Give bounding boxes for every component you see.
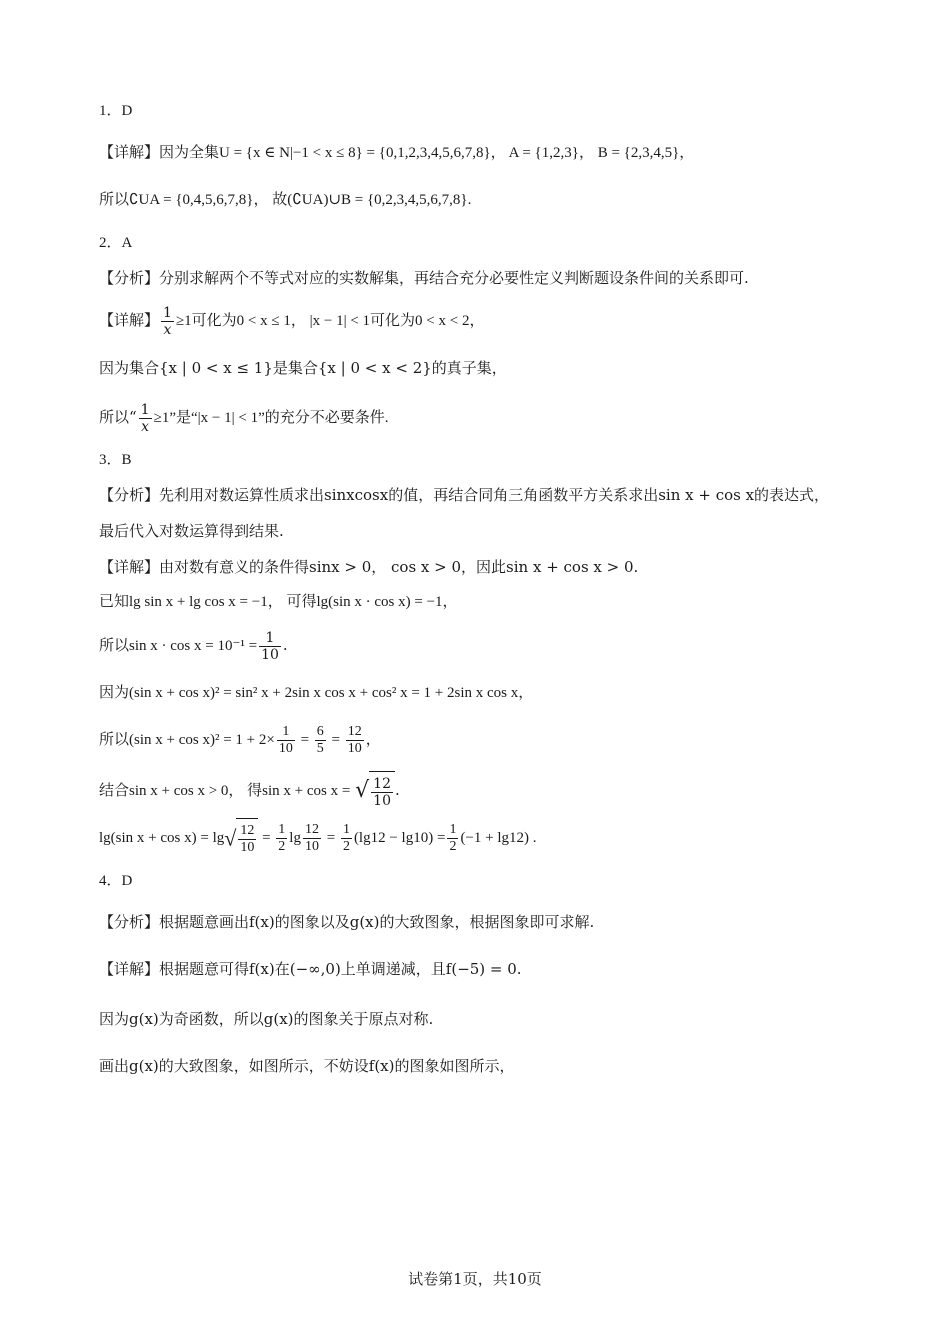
q2-conclusion-prefix: 所以“ bbox=[99, 408, 137, 426]
q2-conclusion-frac-den: x bbox=[141, 418, 150, 435]
q2-conclusion-fraction bbox=[139, 402, 152, 435]
q3-d7-sqrt-frac bbox=[238, 823, 256, 856]
q2-subset: 因为集合{x | 0 < x ≤ 1}是集合{x | 0 < x < 2}的真子集， bbox=[99, 359, 507, 377]
q2-fraction-den: x bbox=[163, 321, 172, 338]
q2-detail-prefix: 【详解】 bbox=[99, 311, 160, 329]
q3-d7-end: (−1 + lg12) . bbox=[460, 830, 537, 846]
q3-detail-3-prefix: 所以sin x · cos x = 10⁻¹ = bbox=[99, 638, 258, 654]
q4-detail-1: 【详解】根据题意可得f(x)在(−∞,0)上单调递减，且f(−5) = 0. bbox=[99, 960, 522, 978]
q3-detail-3-fraction bbox=[259, 630, 281, 663]
q1-conclusion: 所以∁UA = {0,4,5,6,7,8}， 故(∁UA)∪B = {0,2,3,4,5,6,7,8}. bbox=[99, 192, 472, 208]
q3-detail-4: 因为(sin x + cos x)² = sin² x + 2sin x cos x + cos² x = 1 + 2sin x cos x， bbox=[99, 685, 534, 701]
q2-fraction-num: 1 bbox=[163, 304, 172, 321]
q3-detail-3: 所以sin x · cos x = 10⁻¹ = $\frac{1}{10}$ . bbox=[99, 629, 288, 663]
q3-detail-6-prefix: 结合sin x + cos x > 0， 得sin x + cos x = bbox=[99, 783, 351, 799]
q3-d5-f3-num: 12 bbox=[347, 724, 362, 740]
q2-conclusion-rest: ≥1”是“|x − 1| < 1”的充分不必要条件. bbox=[153, 410, 389, 426]
q3-d5-frac-3 bbox=[346, 724, 364, 757]
q3-d6-num: 12 bbox=[373, 776, 391, 793]
q3-d3-den: 10 bbox=[261, 646, 279, 663]
q3-d6-sqrt: √ $\frac{12}{10}$ bbox=[355, 770, 395, 812]
q3-d7-frac-den: 10 bbox=[304, 839, 319, 855]
q3-d6-sqrt-frac bbox=[371, 776, 393, 809]
q4-detail-3: 画出g(x)的大致图象，如图所示，不妨设f(x)的图象如图所示， bbox=[99, 1057, 515, 1075]
q3-d7-tail: (lg12 − lg10) = bbox=[353, 830, 446, 846]
q3-d5-f3-den: 10 bbox=[347, 741, 362, 757]
q3-d7-frac-num: 12 bbox=[304, 822, 319, 838]
q4-answer: 4．D bbox=[99, 873, 133, 889]
q3-analysis-2: 最后代入对数运算得到结果. bbox=[99, 522, 284, 540]
q3-detail-1: 【详解】由对数有意义的条件得sinx > 0， cos x > 0，因此sin x + cos x > 0. bbox=[99, 558, 639, 576]
q1-detail bbox=[99, 141, 869, 164]
q2-conclusion-frac-num: 1 bbox=[140, 401, 150, 418]
q3-d5-frac-2 bbox=[315, 724, 326, 757]
q3-d7-half-3: $\frac{1}{2}$ bbox=[449, 822, 457, 855]
q3-d7-sqrt-num: 12 bbox=[240, 823, 255, 839]
q1-detail-expr: U = {x ∈ N|−1 < x ≤ 8} = {0,1,2,3,4,5,6,7,8}， A = {1,2,3}， B = {2,3,4,5}， bbox=[219, 145, 695, 161]
q3-d7-sqrt: √ $\frac{12}{10}$ bbox=[224, 818, 258, 859]
q3-analysis-1: 【分析】先利用对数运算性质求出sinxcosx的值，再结合同角三角函数平方关系求出sin x + cos x的表达式， bbox=[99, 486, 830, 504]
q3-d3-num: 1 bbox=[259, 630, 281, 647]
q4-analysis: 【分析】根据题意画出f(x)的图象以及g(x)的大致图象，根据图象即可求解. bbox=[99, 913, 595, 931]
q4-detail-2: 因为g(x)为奇函数，所以g(x)的图象关于原点对称. bbox=[99, 1010, 434, 1028]
q3-d5-f2-num: 6 bbox=[316, 724, 324, 740]
q3-d7-half-1: $\frac{1}{2}$ bbox=[278, 822, 286, 855]
q3-answer: 3．B bbox=[99, 452, 132, 468]
q3-d6-den: 10 bbox=[373, 793, 391, 810]
q3-d5-f2-den: 5 bbox=[316, 741, 324, 757]
q3-detail-2: 已知lg sin x + lg cos x = −1， 可得lg(sin x · cos x) = −1， bbox=[99, 594, 458, 610]
q3-detail-7: lg(sin x + cos x) = lg√ $\frac{12}{10}$ = $\frac{1}{2}$ lg $\frac{12}{10}$ = $\frac{1}{2}$ (lg12 − lg10) = $\frac{1}{2}$ (−1 + lg12) . bbox=[99, 818, 869, 859]
q2-analysis: 【分析】分别求解两个不等式对应的实数解集，再结合充分必要性定义判断题设条件间的关系即可. bbox=[99, 269, 749, 287]
q2-conclusion bbox=[99, 397, 869, 438]
q3-d5-frac-1 bbox=[277, 724, 295, 757]
q2-answer: 2．A bbox=[99, 235, 133, 251]
q3-detail-6: 结合sin x + cos x > 0， 得sin x + cos x = √ $\frac{12}{10}$ . bbox=[99, 770, 869, 812]
q3-d7-half-2: $\frac{1}{2}$ bbox=[342, 822, 350, 855]
q3-d5-f1-num: 1 bbox=[277, 724, 295, 741]
q1-answer: 1．D bbox=[99, 103, 133, 119]
q3-d7-frac bbox=[303, 822, 321, 855]
page-footer: 试卷第1页，共10页 bbox=[408, 1270, 542, 1288]
q3-detail-5: 所以(sin x + cos x)² = 1 + 2× $\frac{1}{10}$ = $\frac{6}{5}$ = $\frac{12}{10}$ ， bbox=[99, 724, 381, 757]
q3-detail-5-prefix: 所以(sin x + cos x)² = 1 + 2× bbox=[99, 732, 275, 748]
q2-detail bbox=[99, 300, 869, 341]
q3-d7-sqrt-den: 10 bbox=[240, 840, 255, 856]
q2-detail-rest: ≥1可化为0 < x ≤ 1， |x − 1| < 1可化为0 < x < 2， bbox=[175, 313, 485, 329]
q3-detail-7-prefix: lg(sin x + cos x) = lg bbox=[99, 830, 225, 846]
q1-detail-prefix: 【详解】因为全集 bbox=[99, 143, 220, 161]
q3-d5-f1-den: 10 bbox=[278, 741, 293, 757]
q2-fraction bbox=[161, 305, 174, 338]
